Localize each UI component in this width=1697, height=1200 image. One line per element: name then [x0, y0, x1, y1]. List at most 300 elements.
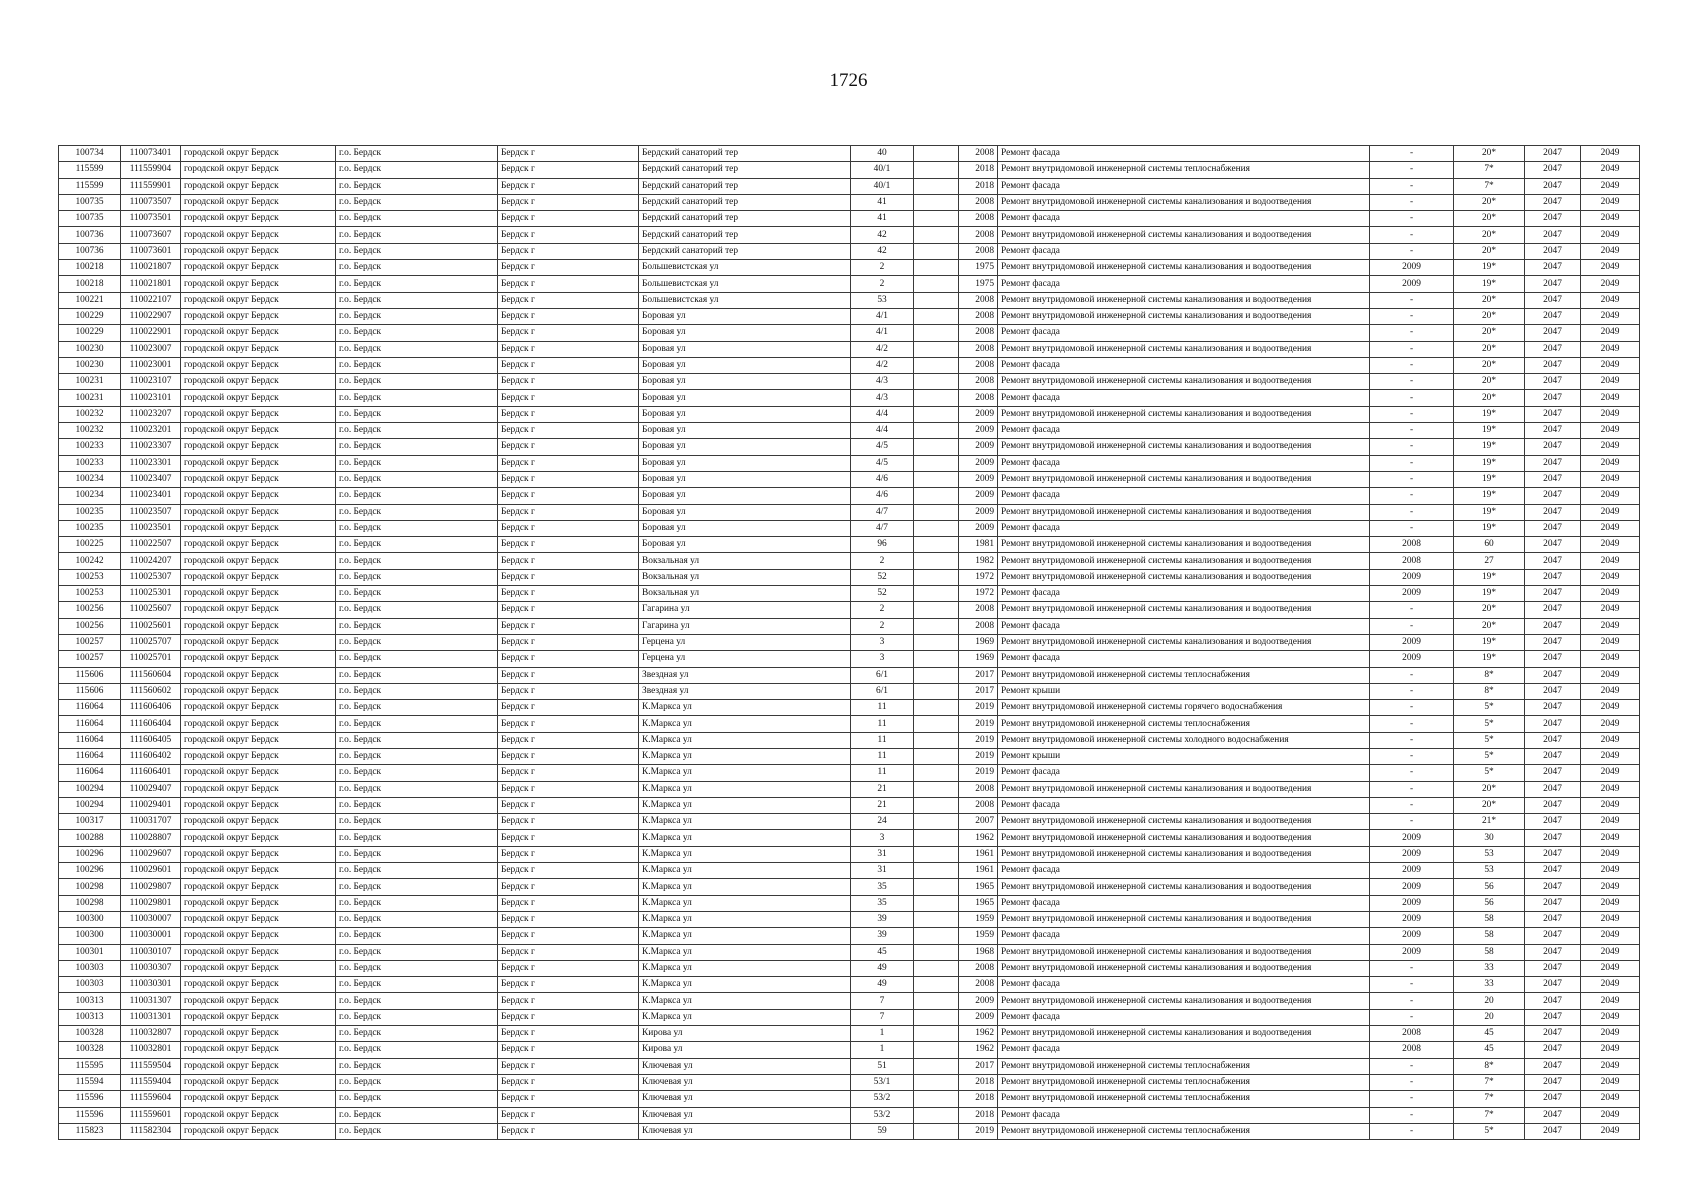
municipality-cell: городской округ Бердск: [181, 455, 336, 471]
municipality-cell: городской округ Бердск: [181, 243, 336, 259]
last-repair-year-cell: 2009: [1370, 634, 1454, 650]
service-life-cell: 19*: [1454, 586, 1525, 602]
service-life-cell: 19*: [1454, 488, 1525, 504]
last-repair-year-cell: 2009: [1370, 569, 1454, 585]
service-life-cell: 20*: [1454, 341, 1525, 357]
house-number-cell: 11: [851, 765, 914, 781]
service-life-cell: 58: [1454, 928, 1525, 944]
municipality-cell: городской округ Бердск: [181, 227, 336, 243]
municipal-unit-cell: г.о. Бердск: [336, 993, 498, 1009]
building-cell: [914, 781, 959, 797]
work-type-cell: Ремонт крыши: [998, 683, 1370, 699]
plan-start-year-cell: 2047: [1525, 1058, 1581, 1074]
municipality-cell: городской округ Бердск: [181, 830, 336, 846]
table-row: [59, 1042, 1640, 1058]
municipal-unit-cell: г.о. Бердск: [336, 243, 498, 259]
plan-end-year-cell: 2049: [1581, 960, 1640, 976]
municipal-unit-cell: г.о. Бердск: [336, 700, 498, 716]
building-cell: [914, 194, 959, 210]
building-cell: [914, 227, 959, 243]
municipal-unit-cell: г.о. Бердск: [336, 325, 498, 341]
build-year-cell: 1961: [959, 846, 998, 862]
table-row: [59, 879, 1640, 895]
work-id-cell: 110028807: [121, 830, 181, 846]
house-id-cell: 116064: [59, 765, 121, 781]
service-life-cell: 60: [1454, 537, 1525, 553]
work-id-cell: 110029801: [121, 895, 181, 911]
work-id-cell: 110025601: [121, 618, 181, 634]
municipal-unit-cell: г.о. Бердск: [336, 618, 498, 634]
house-id-cell: 100736: [59, 243, 121, 259]
building-cell: [914, 667, 959, 683]
work-type-cell: Ремонт фасада: [998, 863, 1370, 879]
municipal-unit-cell: г.о. Бердск: [336, 863, 498, 879]
house-number-cell: 51: [851, 1058, 914, 1074]
street-cell: Боровая ул: [639, 455, 851, 471]
last-repair-year-cell: -: [1370, 602, 1454, 618]
plan-end-year-cell: 2049: [1581, 1123, 1640, 1139]
work-id-cell: 110023101: [121, 390, 181, 406]
service-life-cell: 53: [1454, 846, 1525, 862]
building-cell: [914, 390, 959, 406]
municipality-cell: городской округ Бердск: [181, 863, 336, 879]
table-row: [59, 863, 1640, 879]
house-id-cell: 115594: [59, 1074, 121, 1090]
plan-start-year-cell: 2047: [1525, 569, 1581, 585]
work-type-cell: Ремонт внутридомовой инженерной системы канализования и водоотведения: [998, 993, 1370, 1009]
street-cell: Кирова ул: [639, 1026, 851, 1042]
street-cell: Герцена ул: [639, 651, 851, 667]
work-type-cell: Ремонт внутридомовой инженерной системы канализования и водоотведения: [998, 308, 1370, 324]
building-cell: [914, 439, 959, 455]
locality-cell: Бердск г: [498, 504, 639, 520]
last-repair-year-cell: 2009: [1370, 260, 1454, 276]
work-id-cell: 110022901: [121, 325, 181, 341]
plan-end-year-cell: 2049: [1581, 1009, 1640, 1025]
house-id-cell: 100218: [59, 276, 121, 292]
street-cell: Боровая ул: [639, 357, 851, 373]
service-life-cell: 7*: [1454, 162, 1525, 178]
work-type-cell: Ремонт внутридомовой инженерной системы канализования и водоотведения: [998, 194, 1370, 210]
last-repair-year-cell: -: [1370, 797, 1454, 813]
municipality-cell: городской округ Бердск: [181, 651, 336, 667]
work-id-cell: 110023401: [121, 488, 181, 504]
house-number-cell: 7: [851, 993, 914, 1009]
work-type-cell: Ремонт внутридомовой инженерной системы канализования и водоотведения: [998, 341, 1370, 357]
plan-start-year-cell: 2047: [1525, 341, 1581, 357]
plan-start-year-cell: 2047: [1525, 797, 1581, 813]
house-id-cell: 116064: [59, 732, 121, 748]
service-life-cell: 56: [1454, 879, 1525, 895]
locality-cell: Бердск г: [498, 374, 639, 390]
work-type-cell: Ремонт фасада: [998, 488, 1370, 504]
locality-cell: Бердск г: [498, 683, 639, 699]
work-type-cell: Ремонт фасада: [998, 243, 1370, 259]
plan-start-year-cell: 2047: [1525, 960, 1581, 976]
municipality-cell: городской округ Бердск: [181, 1042, 336, 1058]
last-repair-year-cell: 2008: [1370, 553, 1454, 569]
plan-start-year-cell: 2047: [1525, 260, 1581, 276]
locality-cell: Бердск г: [498, 488, 639, 504]
work-id-cell: 111606405: [121, 732, 181, 748]
locality-cell: Бердск г: [498, 341, 639, 357]
work-type-cell: Ремонт фасада: [998, 178, 1370, 194]
work-id-cell: 110025707: [121, 634, 181, 650]
municipal-unit-cell: г.о. Бердск: [336, 276, 498, 292]
building-cell: [914, 700, 959, 716]
build-year-cell: 1961: [959, 863, 998, 879]
table-row: [59, 732, 1640, 748]
municipal-unit-cell: г.о. Бердск: [336, 895, 498, 911]
plan-end-year-cell: 2049: [1581, 814, 1640, 830]
plan-start-year-cell: 2047: [1525, 406, 1581, 422]
municipal-unit-cell: г.о. Бердск: [336, 374, 498, 390]
house-number-cell: 4/1: [851, 308, 914, 324]
municipal-unit-cell: г.о. Бердск: [336, 765, 498, 781]
building-cell: [914, 634, 959, 650]
building-cell: [914, 618, 959, 634]
build-year-cell: 2008: [959, 390, 998, 406]
plan-end-year-cell: 2049: [1581, 1091, 1640, 1107]
house-number-cell: 4/6: [851, 488, 914, 504]
street-cell: Боровая ул: [639, 390, 851, 406]
repair-schedule-table: [58, 145, 1640, 1140]
build-year-cell: 2009: [959, 439, 998, 455]
building-cell: [914, 602, 959, 618]
build-year-cell: 2008: [959, 357, 998, 373]
table-row: [59, 243, 1640, 259]
build-year-cell: 2019: [959, 748, 998, 764]
table-row: [59, 944, 1640, 960]
house-id-cell: 100234: [59, 471, 121, 487]
table-row: [59, 308, 1640, 324]
table-row: [59, 488, 1640, 504]
house-id-cell: 100235: [59, 520, 121, 536]
last-repair-year-cell: -: [1370, 423, 1454, 439]
municipality-cell: городской округ Бердск: [181, 178, 336, 194]
house-number-cell: 35: [851, 895, 914, 911]
last-repair-year-cell: -: [1370, 1123, 1454, 1139]
plan-end-year-cell: 2049: [1581, 488, 1640, 504]
table-row: [59, 211, 1640, 227]
plan-end-year-cell: 2049: [1581, 863, 1640, 879]
table-row: [59, 1107, 1640, 1123]
street-cell: К.Маркса ул: [639, 879, 851, 895]
house-id-cell: 100235: [59, 504, 121, 520]
service-life-cell: 19*: [1454, 651, 1525, 667]
build-year-cell: 2008: [959, 374, 998, 390]
table-row: [59, 586, 1640, 602]
work-id-cell: 111606401: [121, 765, 181, 781]
street-cell: К.Маркса ул: [639, 944, 851, 960]
municipality-cell: городской округ Бердск: [181, 194, 336, 210]
service-life-cell: 20*: [1454, 618, 1525, 634]
plan-end-year-cell: 2049: [1581, 553, 1640, 569]
build-year-cell: 2018: [959, 178, 998, 194]
work-type-cell: Ремонт внутридомовой инженерной системы канализования и водоотведения: [998, 227, 1370, 243]
work-id-cell: 110073607: [121, 227, 181, 243]
plan-start-year-cell: 2047: [1525, 863, 1581, 879]
service-life-cell: 5*: [1454, 716, 1525, 732]
last-repair-year-cell: -: [1370, 325, 1454, 341]
service-life-cell: 19*: [1454, 406, 1525, 422]
plan-start-year-cell: 2047: [1525, 146, 1581, 162]
building-cell: [914, 325, 959, 341]
last-repair-year-cell: -: [1370, 390, 1454, 406]
street-cell: Боровая ул: [639, 537, 851, 553]
house-id-cell: 100218: [59, 260, 121, 276]
table-row: [59, 406, 1640, 422]
building-cell: [914, 423, 959, 439]
work-id-cell: 110025701: [121, 651, 181, 667]
street-cell: К.Маркса ул: [639, 732, 851, 748]
house-number-cell: 4/5: [851, 455, 914, 471]
municipal-unit-cell: г.о. Бердск: [336, 586, 498, 602]
street-cell: Вокзальная ул: [639, 553, 851, 569]
last-repair-year-cell: 2009: [1370, 830, 1454, 846]
building-cell: [914, 814, 959, 830]
municipal-unit-cell: г.о. Бердск: [336, 830, 498, 846]
build-year-cell: 2009: [959, 488, 998, 504]
locality-cell: Бердск г: [498, 537, 639, 553]
build-year-cell: 1962: [959, 1026, 998, 1042]
house-id-cell: 100234: [59, 488, 121, 504]
street-cell: К.Маркса ул: [639, 977, 851, 993]
street-cell: Боровая ул: [639, 504, 851, 520]
service-life-cell: 20*: [1454, 308, 1525, 324]
building-cell: [914, 846, 959, 862]
table-row: [59, 667, 1640, 683]
work-type-cell: Ремонт внутридомовой инженерной системы канализования и водоотведения: [998, 830, 1370, 846]
build-year-cell: 1981: [959, 537, 998, 553]
municipal-unit-cell: г.о. Бердск: [336, 569, 498, 585]
locality-cell: Бердск г: [498, 260, 639, 276]
build-year-cell: 2008: [959, 797, 998, 813]
street-cell: Гагарина ул: [639, 602, 851, 618]
house-number-cell: 31: [851, 863, 914, 879]
plan-end-year-cell: 2049: [1581, 1107, 1640, 1123]
work-type-cell: Ремонт фасада: [998, 146, 1370, 162]
plan-start-year-cell: 2047: [1525, 1107, 1581, 1123]
street-cell: Боровая ул: [639, 325, 851, 341]
municipal-unit-cell: г.о. Бердск: [336, 716, 498, 732]
municipal-unit-cell: г.о. Бердск: [336, 960, 498, 976]
service-life-cell: 20*: [1454, 227, 1525, 243]
building-cell: [914, 308, 959, 324]
house-id-cell: 100303: [59, 960, 121, 976]
last-repair-year-cell: -: [1370, 488, 1454, 504]
table-row: [59, 830, 1640, 846]
last-repair-year-cell: -: [1370, 439, 1454, 455]
last-repair-year-cell: 2009: [1370, 879, 1454, 895]
work-id-cell: 110073501: [121, 211, 181, 227]
table-row: [59, 1026, 1640, 1042]
plan-start-year-cell: 2047: [1525, 602, 1581, 618]
work-type-cell: Ремонт внутридомовой инженерной системы канализования и водоотведения: [998, 814, 1370, 830]
build-year-cell: 1969: [959, 651, 998, 667]
house-number-cell: 6/1: [851, 683, 914, 699]
plan-start-year-cell: 2047: [1525, 1026, 1581, 1042]
table-row: [59, 194, 1640, 210]
table-row: [59, 292, 1640, 308]
plan-end-year-cell: 2049: [1581, 211, 1640, 227]
house-id-cell: 100230: [59, 341, 121, 357]
building-cell: [914, 276, 959, 292]
building-cell: [914, 748, 959, 764]
municipality-cell: городской округ Бердск: [181, 765, 336, 781]
plan-start-year-cell: 2047: [1525, 194, 1581, 210]
service-life-cell: 19*: [1454, 439, 1525, 455]
municipal-unit-cell: г.о. Бердск: [336, 1042, 498, 1058]
build-year-cell: 2018: [959, 162, 998, 178]
house-id-cell: 100736: [59, 227, 121, 243]
building-cell: [914, 357, 959, 373]
municipality-cell: городской округ Бердск: [181, 1091, 336, 1107]
municipal-unit-cell: г.о. Бердск: [336, 814, 498, 830]
street-cell: К.Маркса ул: [639, 814, 851, 830]
municipality-cell: городской округ Бердск: [181, 716, 336, 732]
municipality-cell: городской округ Бердск: [181, 471, 336, 487]
service-life-cell: 20*: [1454, 194, 1525, 210]
plan-end-year-cell: 2049: [1581, 634, 1640, 650]
build-year-cell: 1962: [959, 1042, 998, 1058]
plan-start-year-cell: 2047: [1525, 455, 1581, 471]
build-year-cell: 2008: [959, 977, 998, 993]
house-number-cell: 3: [851, 634, 914, 650]
municipality-cell: городской округ Бердск: [181, 276, 336, 292]
work-id-cell: 110029401: [121, 797, 181, 813]
work-type-cell: Ремонт фасада: [998, 455, 1370, 471]
locality-cell: Бердск г: [498, 814, 639, 830]
build-year-cell: 2017: [959, 1058, 998, 1074]
plan-end-year-cell: 2049: [1581, 618, 1640, 634]
house-id-cell: 100232: [59, 423, 121, 439]
last-repair-year-cell: 2009: [1370, 944, 1454, 960]
build-year-cell: 1968: [959, 944, 998, 960]
building-cell: [914, 586, 959, 602]
table-row: [59, 1009, 1640, 1025]
work-type-cell: Ремонт фасада: [998, 1042, 1370, 1058]
plan-end-year-cell: 2049: [1581, 455, 1640, 471]
municipality-cell: городской округ Бердск: [181, 781, 336, 797]
work-id-cell: 110025301: [121, 586, 181, 602]
work-type-cell: Ремонт фасада: [998, 618, 1370, 634]
work-id-cell: 110023307: [121, 439, 181, 455]
house-number-cell: 7: [851, 1009, 914, 1025]
municipal-unit-cell: г.о. Бердск: [336, 520, 498, 536]
build-year-cell: 1972: [959, 586, 998, 602]
build-year-cell: 1965: [959, 879, 998, 895]
plan-start-year-cell: 2047: [1525, 1091, 1581, 1107]
street-cell: К.Маркса ул: [639, 911, 851, 927]
house-id-cell: 100298: [59, 879, 121, 895]
house-number-cell: 24: [851, 814, 914, 830]
street-cell: Бердский санаторий тер: [639, 211, 851, 227]
build-year-cell: 2008: [959, 194, 998, 210]
build-year-cell: 2009: [959, 423, 998, 439]
house-number-cell: 52: [851, 586, 914, 602]
last-repair-year-cell: -: [1370, 308, 1454, 324]
work-type-cell: Ремонт внутридомовой инженерной системы канализования и водоотведения: [998, 374, 1370, 390]
work-type-cell: Ремонт внутридомовой инженерной системы теплоснабжения: [998, 1058, 1370, 1074]
house-id-cell: 100253: [59, 586, 121, 602]
locality-cell: Бердск г: [498, 765, 639, 781]
municipality-cell: городской округ Бердск: [181, 308, 336, 324]
street-cell: Вокзальная ул: [639, 586, 851, 602]
table-row: [59, 716, 1640, 732]
plan-start-year-cell: 2047: [1525, 308, 1581, 324]
municipality-cell: городской округ Бердск: [181, 1009, 336, 1025]
last-repair-year-cell: 2008: [1370, 1026, 1454, 1042]
service-life-cell: 21*: [1454, 814, 1525, 830]
work-id-cell: 111606404: [121, 716, 181, 732]
plan-start-year-cell: 2047: [1525, 977, 1581, 993]
locality-cell: Бердск г: [498, 325, 639, 341]
municipality-cell: городской округ Бердск: [181, 374, 336, 390]
municipal-unit-cell: г.о. Бердск: [336, 439, 498, 455]
table-row: [59, 423, 1640, 439]
work-type-cell: Ремонт внутридомовой инженерной системы канализования и водоотведения: [998, 846, 1370, 862]
build-year-cell: 2008: [959, 341, 998, 357]
house-id-cell: 100288: [59, 830, 121, 846]
house-id-cell: 100298: [59, 895, 121, 911]
house-number-cell: 4/3: [851, 374, 914, 390]
work-id-cell: 111559901: [121, 178, 181, 194]
building-cell: [914, 879, 959, 895]
service-life-cell: 45: [1454, 1026, 1525, 1042]
plan-end-year-cell: 2049: [1581, 928, 1640, 944]
table-row: [59, 276, 1640, 292]
plan-start-year-cell: 2047: [1525, 683, 1581, 699]
service-life-cell: 30: [1454, 830, 1525, 846]
municipality-cell: городской округ Бердск: [181, 700, 336, 716]
building-cell: [914, 928, 959, 944]
plan-start-year-cell: 2047: [1525, 1123, 1581, 1139]
work-id-cell: 110073601: [121, 243, 181, 259]
work-type-cell: Ремонт фасада: [998, 1009, 1370, 1025]
table-row: [59, 602, 1640, 618]
municipality-cell: городской округ Бердск: [181, 1026, 336, 1042]
table-row: [59, 553, 1640, 569]
house-id-cell: 100303: [59, 977, 121, 993]
work-type-cell: Ремонт внутридомовой инженерной системы канализования и водоотведения: [998, 569, 1370, 585]
locality-cell: Бердск г: [498, 977, 639, 993]
last-repair-year-cell: -: [1370, 504, 1454, 520]
locality-cell: Бердск г: [498, 993, 639, 1009]
municipality-cell: городской округ Бердск: [181, 1074, 336, 1090]
house-id-cell: 115823: [59, 1123, 121, 1139]
build-year-cell: 1965: [959, 895, 998, 911]
house-id-cell: 100253: [59, 569, 121, 585]
plan-end-year-cell: 2049: [1581, 879, 1640, 895]
plan-start-year-cell: 2047: [1525, 553, 1581, 569]
work-type-cell: Ремонт фасада: [998, 423, 1370, 439]
house-number-cell: 4/2: [851, 341, 914, 357]
last-repair-year-cell: -: [1370, 243, 1454, 259]
work-type-cell: Ремонт внутридомовой инженерной системы канализования и водоотведения: [998, 260, 1370, 276]
service-life-cell: 27: [1454, 553, 1525, 569]
locality-cell: Бердск г: [498, 1042, 639, 1058]
street-cell: Бердский санаторий тер: [639, 227, 851, 243]
work-id-cell: 110032801: [121, 1042, 181, 1058]
street-cell: Ключевая ул: [639, 1074, 851, 1090]
build-year-cell: 2008: [959, 227, 998, 243]
work-id-cell: 111560604: [121, 667, 181, 683]
street-cell: К.Маркса ул: [639, 846, 851, 862]
last-repair-year-cell: -: [1370, 520, 1454, 536]
municipal-unit-cell: г.о. Бердск: [336, 683, 498, 699]
build-year-cell: 2009: [959, 471, 998, 487]
